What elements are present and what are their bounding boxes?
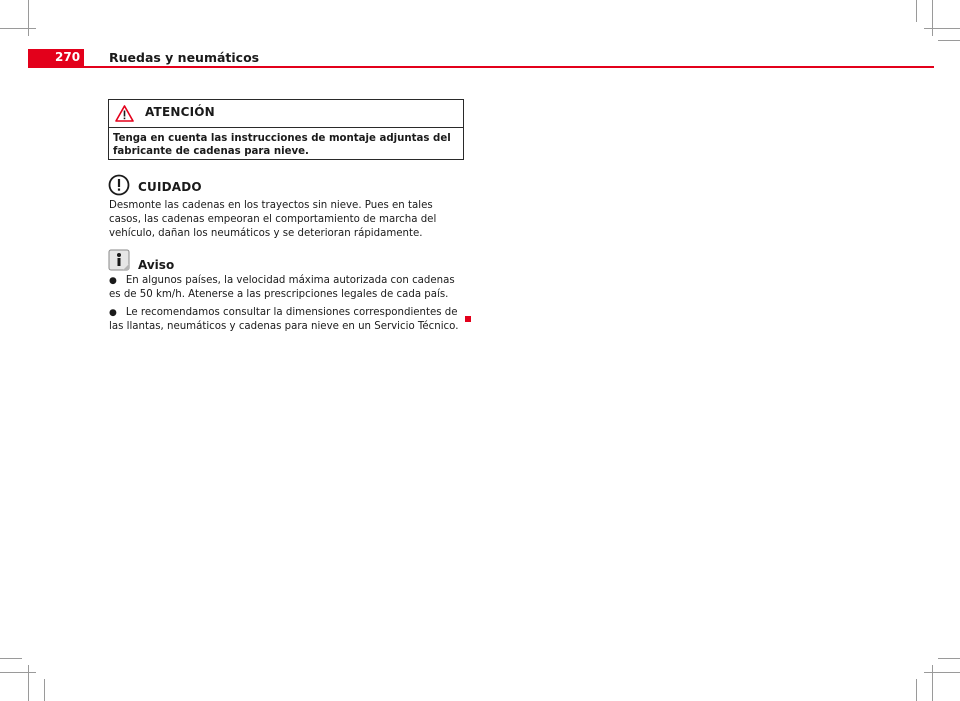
- caution-title: CUIDADO: [138, 180, 202, 194]
- page-number: 270: [28, 49, 84, 66]
- warning-triangle-icon: [115, 105, 134, 122]
- list-item-text: Le recomendamos consultar la dimensiones correspondientes de las llantas, neumáticos y cadenas para nieve en un Servicio Técnico.: [109, 307, 459, 332]
- warning-text: Tenga en cuenta las instrucciones de montaje adjuntas del fabricante de cadenas para nieve.: [113, 133, 451, 157]
- bullet: ●: [109, 308, 117, 318]
- list-item: [109, 306, 461, 334]
- crop-mark: [44, 679, 45, 701]
- crop-mark: [0, 28, 36, 29]
- crop-mark: [924, 672, 960, 673]
- exclamation-circle-icon: [108, 174, 130, 196]
- warning-box: [108, 99, 464, 160]
- header-rule: [28, 66, 934, 68]
- crop-mark: [932, 665, 933, 701]
- warning-title: ATENCIÓN: [145, 105, 215, 119]
- section-title: Ruedas y neumáticos: [109, 50, 260, 65]
- list-item: [109, 274, 461, 302]
- list-item-text: En algunos países, la velocidad máxima autorizada con cadenas es de 50 km/h. Atenerse a las prescripciones legales de cada país.: [109, 275, 455, 300]
- crop-mark: [0, 672, 36, 673]
- crop-mark: [28, 665, 29, 701]
- crop-mark: [938, 658, 960, 659]
- info-note-icon: [108, 249, 130, 271]
- crop-mark: [0, 658, 22, 659]
- crop-mark: [916, 0, 917, 22]
- section-end-mark: [465, 316, 471, 322]
- note-title: Aviso: [138, 258, 175, 272]
- bullet: ●: [109, 276, 117, 286]
- crop-mark: [938, 40, 960, 41]
- crop-mark: [924, 28, 960, 29]
- caution-text: Desmonte las cadenas en los trayectos sin nieve. Pues en tales casos, las cadenas empeoran el comportamiento de marcha del vehículo, dañan los neumáticos y se deterioran rápidamente.: [109, 200, 437, 239]
- crop-mark: [932, 0, 933, 36]
- crop-mark: [916, 679, 917, 701]
- warning-header: [109, 100, 463, 128]
- crop-mark: [28, 0, 29, 36]
